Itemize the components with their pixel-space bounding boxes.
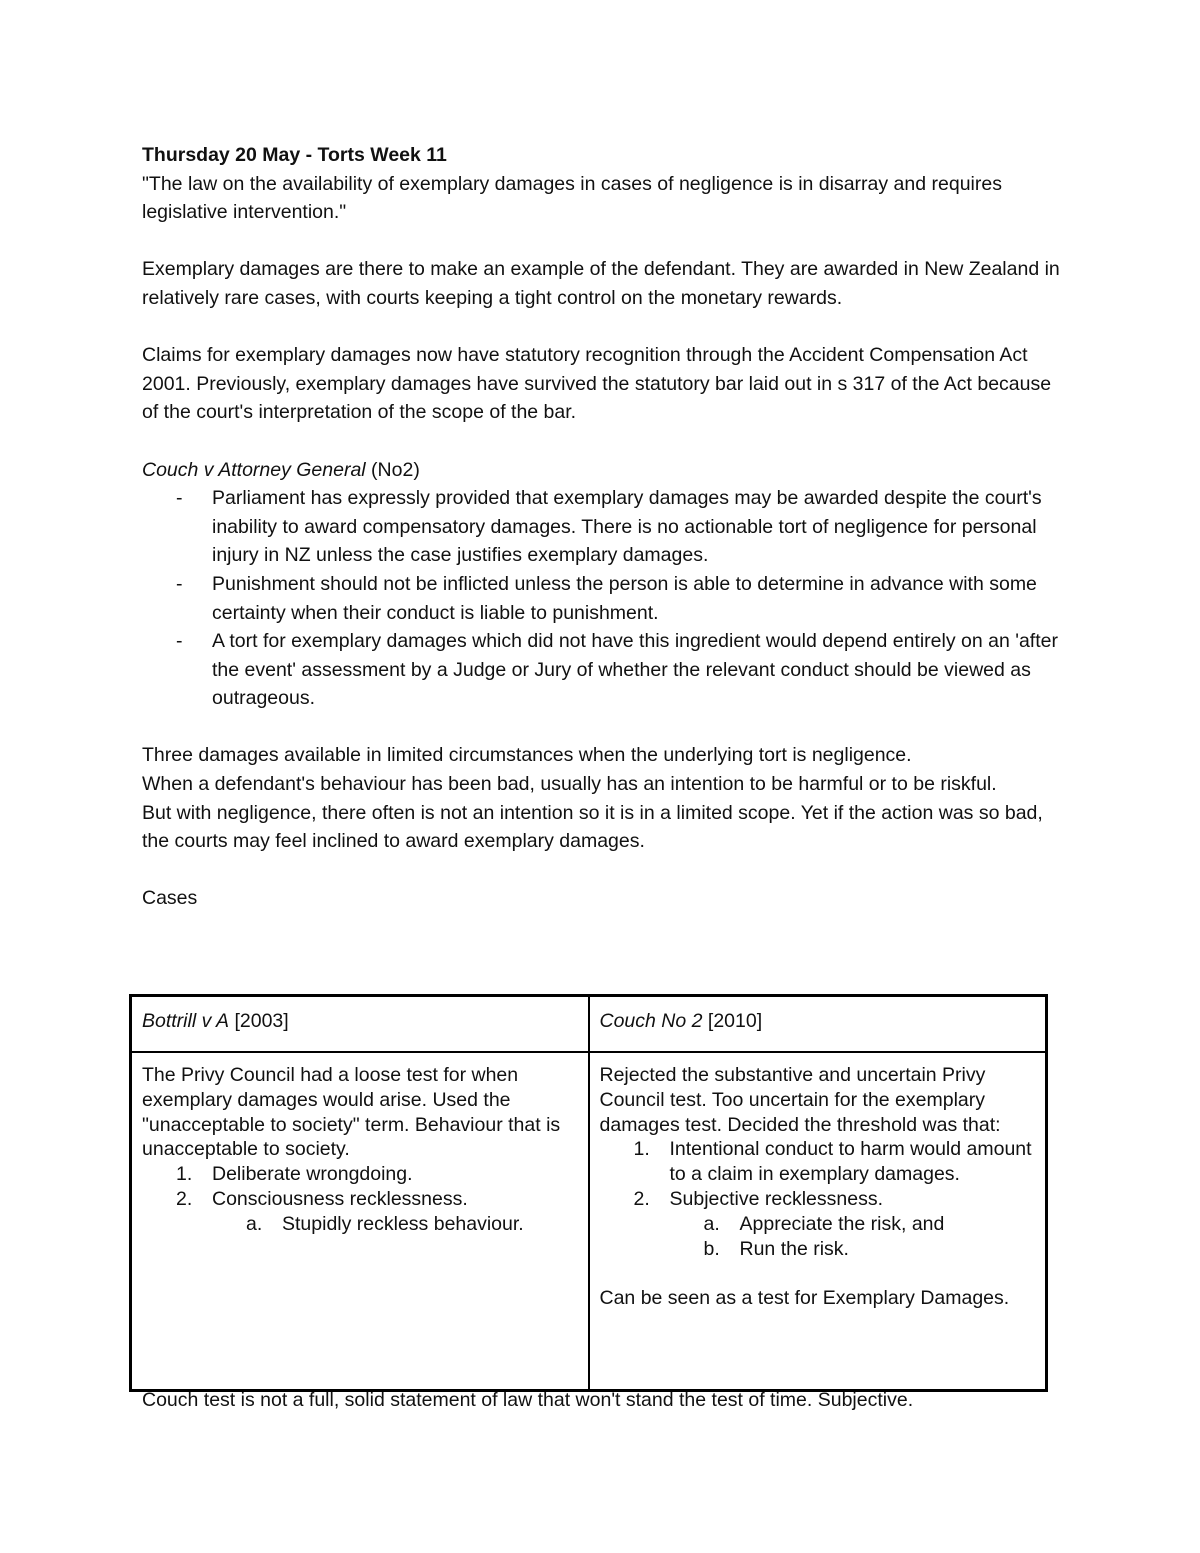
right-closing: Can be seen as a test for Exemplary Damages. [599,1287,1010,1310]
list-item: 2. Subjective recklessness. a. Appreciate the risk, and b. Run the risk. [670,1187,1036,1261]
list-item: 2. Consciousness recklessness. a. Stupidly reckless behaviour. [212,1187,578,1237]
page-title: Thursday 20 May - Torts Week 11 [142,144,447,166]
list-item: 1. Intentional conduct to harm would amount to a claim in exemplary damages. [633,1138,1032,1186]
left-case-name: Bottrill v A [142,1010,230,1032]
left-numbered-list [142,1162,578,1236]
cases-table [129,994,1048,1392]
list-item: b. Run the risk. [703,1237,849,1260]
list-item: 1. Deliberate wrongdoing. [176,1163,413,1186]
table-body-row [131,1052,1047,1391]
table-header-right [589,996,1047,1053]
list-item: - Parliament has expressly provided that exemplary damages may be awarded despite the court's inability to award compensatory damages. There is no actionable tort of negligence for personal injury in NZ unless the case justifies exemplary damages. [212,484,1062,570]
cases-label: Cases [142,887,198,910]
table-header-left [131,996,589,1053]
list-item: a. Stupidly reckless behaviour. [246,1212,524,1235]
paragraph-after-table: Couch test is not a full, solid statement of law that won't stand the test of time. Subjective. [142,1389,914,1411]
right-intro: Rejected the substantive and uncertain Privy Council test. Too uncertain for the exemplary damages test. Decided the threshold was that: [599,1064,1001,1136]
paragraph-exemplary-purpose: Exemplary damages are there to make an example of the defendant. They are awarded in New Zealand in relatively rare cases, with courts keeping a tight control on the monetary rewards. [142,258,1060,309]
left-sub-list [212,1212,578,1237]
case-heading-italic: Couch v Attorney General [142,458,366,481]
right-numbered-list [600,1137,1036,1261]
left-intro: The Privy Council had a loose test for when exemplary damages would arise. Used the "unacceptable to society" term. Behaviour that is unacceptable to society. [142,1064,561,1161]
case-points-list [142,484,1062,713]
table-cell-right [589,1052,1047,1391]
right-sub-list [670,1212,1036,1262]
paragraph-defendant-behaviour: When a defendant's behaviour has been bad, usually has an intention to be harmful or to be riskful. [142,773,997,796]
paragraph-statutory-recognition: Claims for exemplary damages now have statutory recognition through the Accident Compensation Act 2001. Previously, exemplary damages have survived the statutory bar laid out in s 317 of the Act because of the court's interpretation of the scope of the bar. [142,344,1052,424]
table-header-row [131,996,1047,1053]
list-item: - A tort for exemplary damages which did not have this ingredient would depend entirely on an 'after the event' assessment by a Judge or Jury of whether the relevant conduct should be viewed as outrageous. [212,627,1062,713]
paragraph-negligence-scope: But with negligence, there often is not an intention so it is in a limited scope. Yet if the action was so bad, the courts may feel inclined to award exemplary damages. [142,801,1043,853]
case-heading-plain: (No2) [365,458,420,481]
left-case-year: [2003] [229,1010,289,1032]
case-heading [142,456,1062,485]
table-cell-left [131,1052,589,1391]
list-item: a. Appreciate the risk, and [703,1212,945,1235]
document-body [142,141,1062,913]
right-case-name: Couch No 2 [599,1010,703,1032]
paragraph-limited-circumstances: Three damages available in limited circumstances when the underlying tort is negligence. [142,744,912,767]
list-item: - Punishment should not be inflicted unless the person is able to determine in advance with some certainty when their conduct is liable to punishment. [212,570,1062,627]
quote-paragraph: "The law on the availability of exemplary damages in cases of negligence is in disarray and requires legislative intervention." [142,172,1002,224]
right-case-year: [2010] [702,1010,763,1032]
